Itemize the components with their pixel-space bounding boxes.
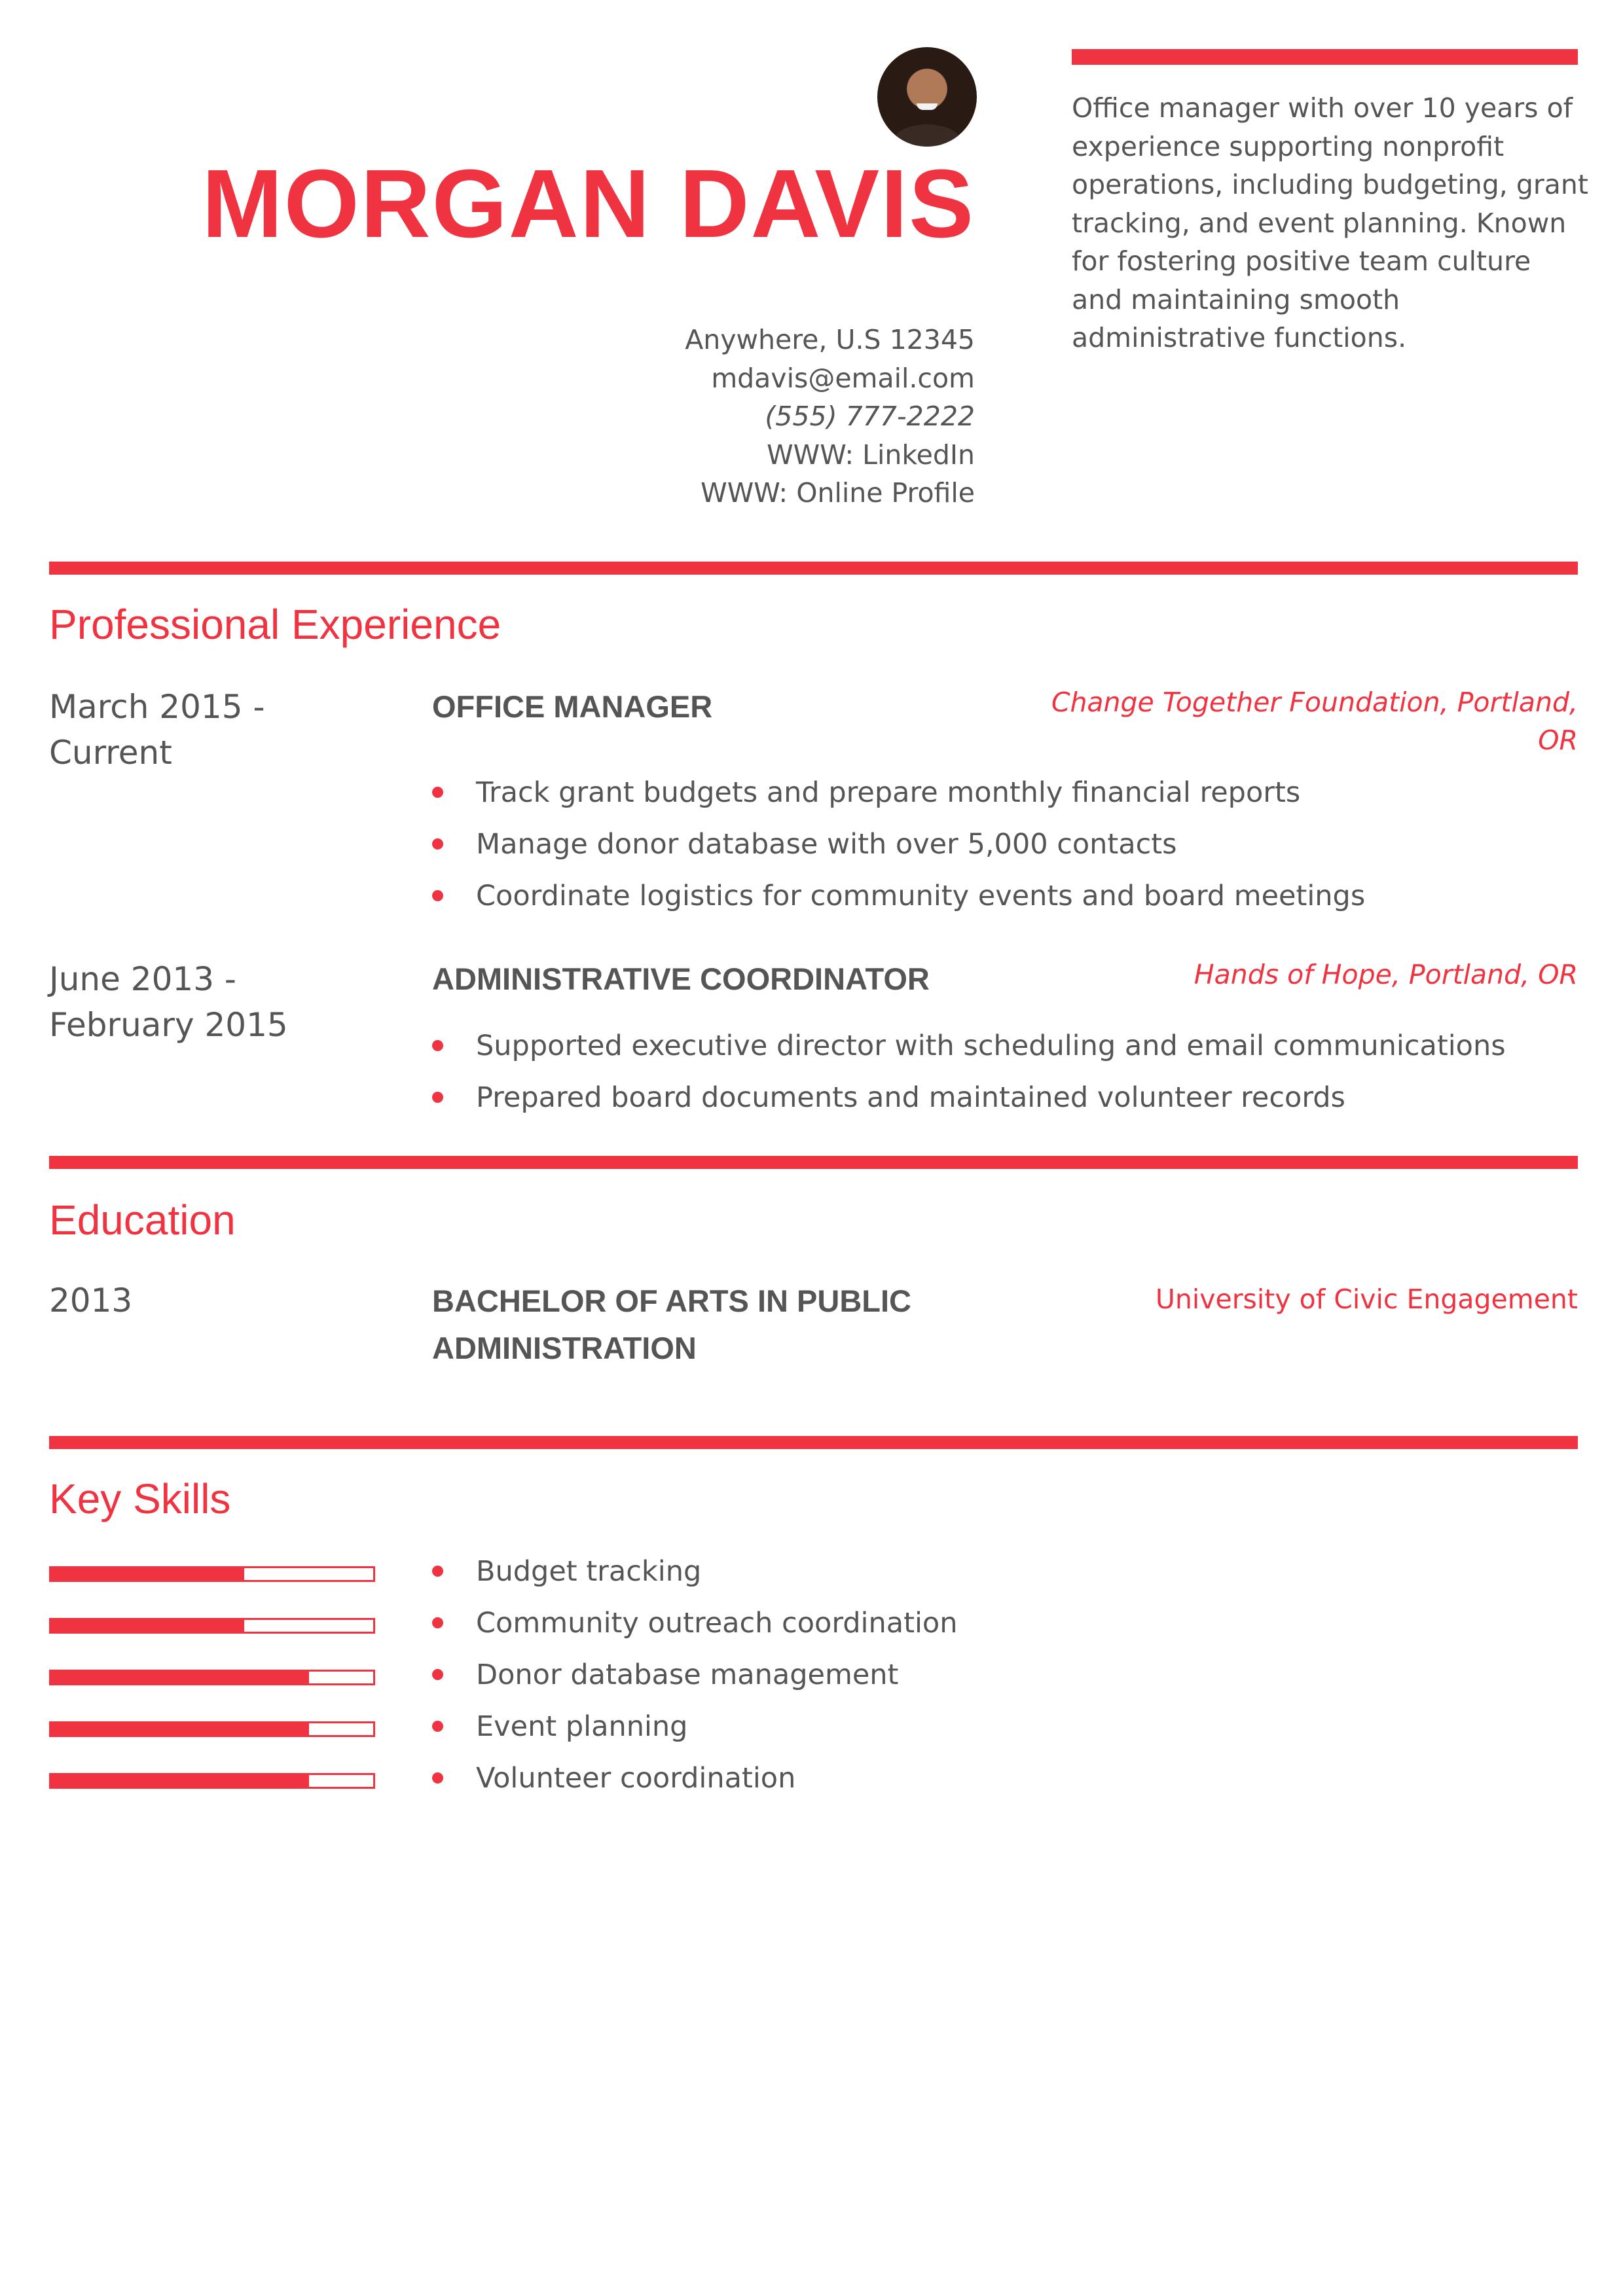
professional-summary: Office manager with over 10 years of experience supporting nonprofit operations, including budgeting, grant tracking, and event planning. Known for fostering positive team culture and maintaining smooth administrative functions. xyxy=(1072,92,1588,353)
section-divider xyxy=(49,1156,1578,1169)
job-dates-end: Current xyxy=(49,734,172,772)
skill-level-bar xyxy=(49,1566,375,1582)
list-item: Prepared board documents and maintained volunteer records xyxy=(432,1079,1506,1130)
skill-item: Volunteer coordination xyxy=(432,1759,957,1811)
degree-title-line: BACHELOR OF ARTS IN PUBLIC xyxy=(432,1283,911,1318)
skills-list xyxy=(432,1552,957,1811)
contact-linkedin[interactable]: WWW: LinkedIn xyxy=(767,439,975,471)
contact-address: Anywhere, U.S 12345 xyxy=(685,324,975,355)
skill-level-bar xyxy=(49,1670,375,1685)
skill-level-fill xyxy=(51,1620,244,1632)
skill-levels xyxy=(49,1566,378,1825)
contact-online-profile[interactable]: WWW: Online Profile xyxy=(701,477,975,509)
job-dates xyxy=(49,684,265,776)
list-item: Track grant budgets and prepare monthly financial reports xyxy=(432,774,1365,825)
skill-level-fill xyxy=(51,1723,309,1735)
list-item: Coordinate logistics for community events and board meetings xyxy=(432,877,1365,929)
skill-level-bar xyxy=(49,1618,375,1634)
contact-email[interactable]: mdavis@email.com xyxy=(711,362,975,394)
list-item: Supported executive director with scheduling and email communications xyxy=(432,1027,1506,1079)
job-organization xyxy=(1194,956,1578,994)
job-organization-line: OR xyxy=(1538,725,1578,756)
school-name: University of Civic Engagement xyxy=(1155,1283,1578,1315)
job-bullets xyxy=(432,774,1365,929)
degree-title xyxy=(432,1278,911,1372)
education-heading: Education xyxy=(49,1196,236,1244)
job-bullets xyxy=(432,1027,1506,1130)
list-item: Manage donor database with over 5,000 contacts xyxy=(432,825,1365,877)
skill-item: Donor database management xyxy=(432,1656,957,1708)
job-dates-start: June 2013 - xyxy=(49,960,236,998)
section-divider xyxy=(49,1436,1578,1449)
skill-item: Budget tracking xyxy=(432,1552,957,1604)
skill-level-bar xyxy=(49,1773,375,1789)
education-year: 2013 xyxy=(49,1282,133,1319)
skills-heading: Key Skills xyxy=(49,1475,231,1522)
section-divider xyxy=(49,562,1578,575)
job-organization-line: Change Together Foundation, Portland, xyxy=(1051,687,1578,718)
experience-heading: Professional Experience xyxy=(49,601,501,648)
contact-info xyxy=(685,321,975,512)
skill-level-bar xyxy=(49,1721,375,1737)
job-organization-line: Hands of Hope, Portland, OR xyxy=(1194,959,1578,990)
skill-level-fill xyxy=(51,1775,309,1787)
contact-phone[interactable]: (555) 777-2222 xyxy=(765,401,975,432)
job-title: OFFICE MANAGER xyxy=(432,689,713,724)
summary-divider xyxy=(1072,49,1578,65)
job-organization xyxy=(1051,683,1578,759)
job-title: ADMINISTRATIVE COORDINATOR xyxy=(432,961,930,996)
candidate-name: MORGAN DAVIS xyxy=(202,150,975,258)
skill-level-fill xyxy=(51,1672,309,1683)
degree-title-line: ADMINISTRATION xyxy=(432,1331,697,1365)
profile-photo xyxy=(877,47,977,147)
skill-item: Community outreach coordination xyxy=(432,1604,957,1656)
skill-item: Event planning xyxy=(432,1708,957,1759)
skill-level-fill xyxy=(51,1568,244,1580)
job-dates xyxy=(49,956,288,1048)
job-dates-start: March 2015 - xyxy=(49,688,265,726)
job-dates-end: February 2015 xyxy=(49,1006,288,1044)
